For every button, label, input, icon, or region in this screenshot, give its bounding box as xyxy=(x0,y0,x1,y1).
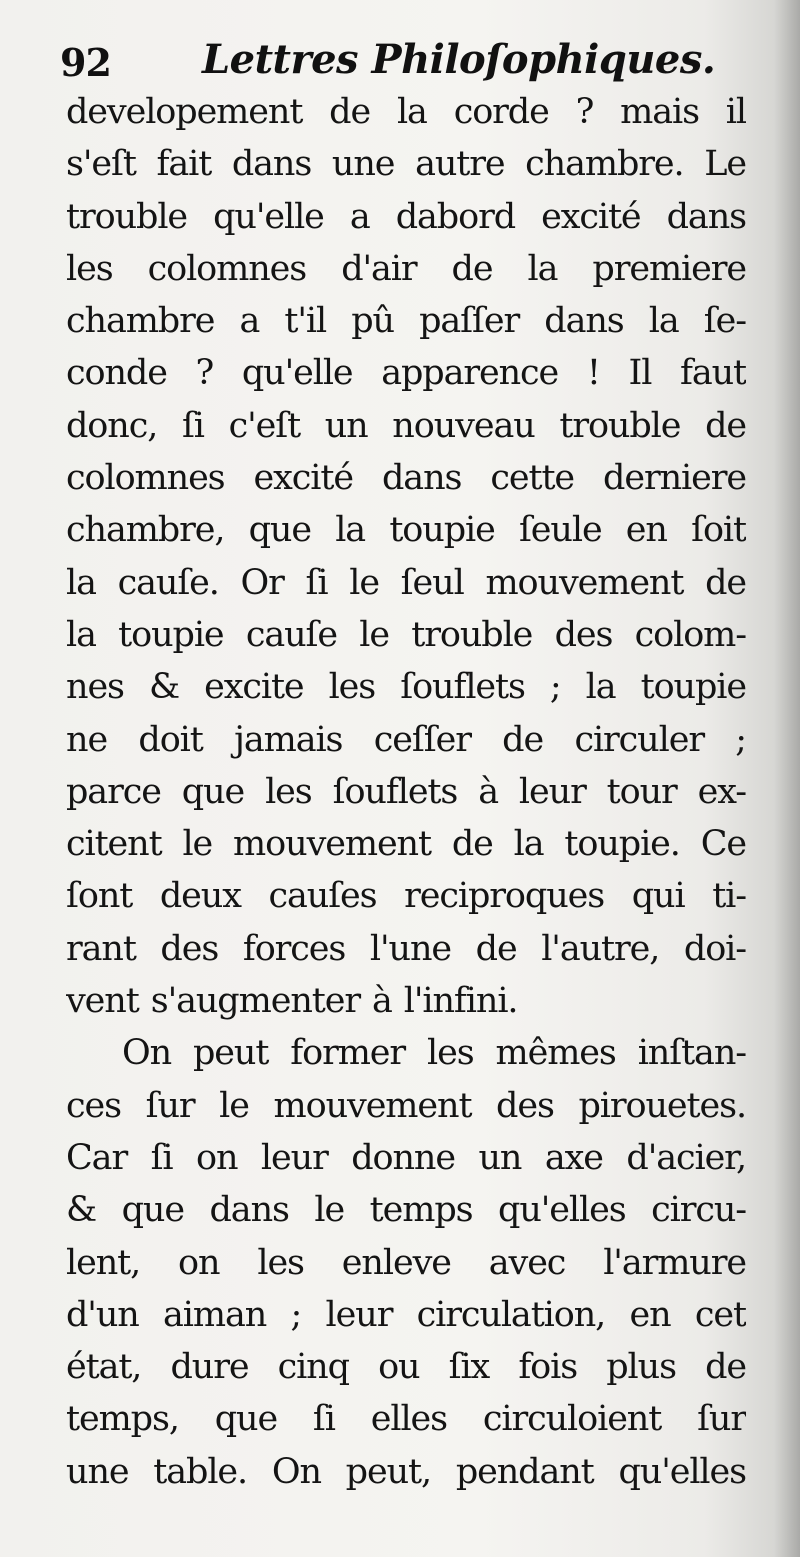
text-line: parce que les ſouflets à leur tour ex- xyxy=(66,771,746,812)
text-line: temps, que ſi elles circuloient ſur xyxy=(66,1399,746,1440)
text-line: rant des forces l'une de l'autre, doi- xyxy=(66,928,746,969)
text-line: les colomnes d'air de la premiere xyxy=(66,248,746,289)
text-line: nes & excite les ſouflets ; la toupie xyxy=(66,667,746,708)
body-text xyxy=(66,86,746,1498)
page-header xyxy=(60,36,740,92)
text-line: ſont deux cauſes reciproques qui ti- xyxy=(66,876,746,917)
text-line: lent, on les enleve avec l'armure xyxy=(66,1242,746,1283)
paragraph-end-line: vent s'augmenter à l'infini. xyxy=(66,981,518,1022)
text-line: d'un aiman ; leur circulation, en cet xyxy=(66,1294,746,1335)
text-line: colomnes excité dans cette derniere xyxy=(66,458,746,499)
page-number: 92 xyxy=(60,40,111,85)
text-line: la cauſe. Or ſi le ſeul mouvement de xyxy=(66,562,746,603)
text-line: s'eſt fait dans une autre chambre. Le xyxy=(66,144,746,185)
text-line: une table. On peut, pendant qu'elles xyxy=(66,1451,746,1492)
page-edge-shadow xyxy=(774,0,800,1557)
paragraph-start-line: On peut former les mêmes inſtan- xyxy=(122,1033,746,1074)
text-line: developement de la corde ? mais il xyxy=(66,92,746,132)
text-line: Car ſi on leur donne un axe d'acier, xyxy=(66,1137,746,1178)
text-line: chambre a t'il pû paſſer dans la ſe- xyxy=(66,301,746,342)
text-line: état, dure cinq ou ſix fois plus de xyxy=(66,1347,746,1388)
text-line: conde ? qu'elle apparence ! Il faut xyxy=(66,353,746,394)
text-line: chambre, que la toupie ſeule en ſoit xyxy=(66,510,746,551)
running-title: Lettres Philoſophiques. xyxy=(202,36,716,83)
text-line: donc, ſi c'eſt un nouveau trouble de xyxy=(66,405,746,446)
text-line: & que dans le temps qu'elles circu- xyxy=(66,1190,746,1231)
text-line: ne doit jamais ceſſer de circuler ; xyxy=(66,719,746,760)
text-line: citent le mouvement de la toupie. Ce xyxy=(66,824,746,865)
text-line: trouble qu'elle a dabord excité dans xyxy=(66,196,746,237)
text-line: ces ſur le mouvement des pirouetes. xyxy=(66,1085,746,1126)
text-line: la toupie cauſe le trouble des colom- xyxy=(66,614,746,655)
